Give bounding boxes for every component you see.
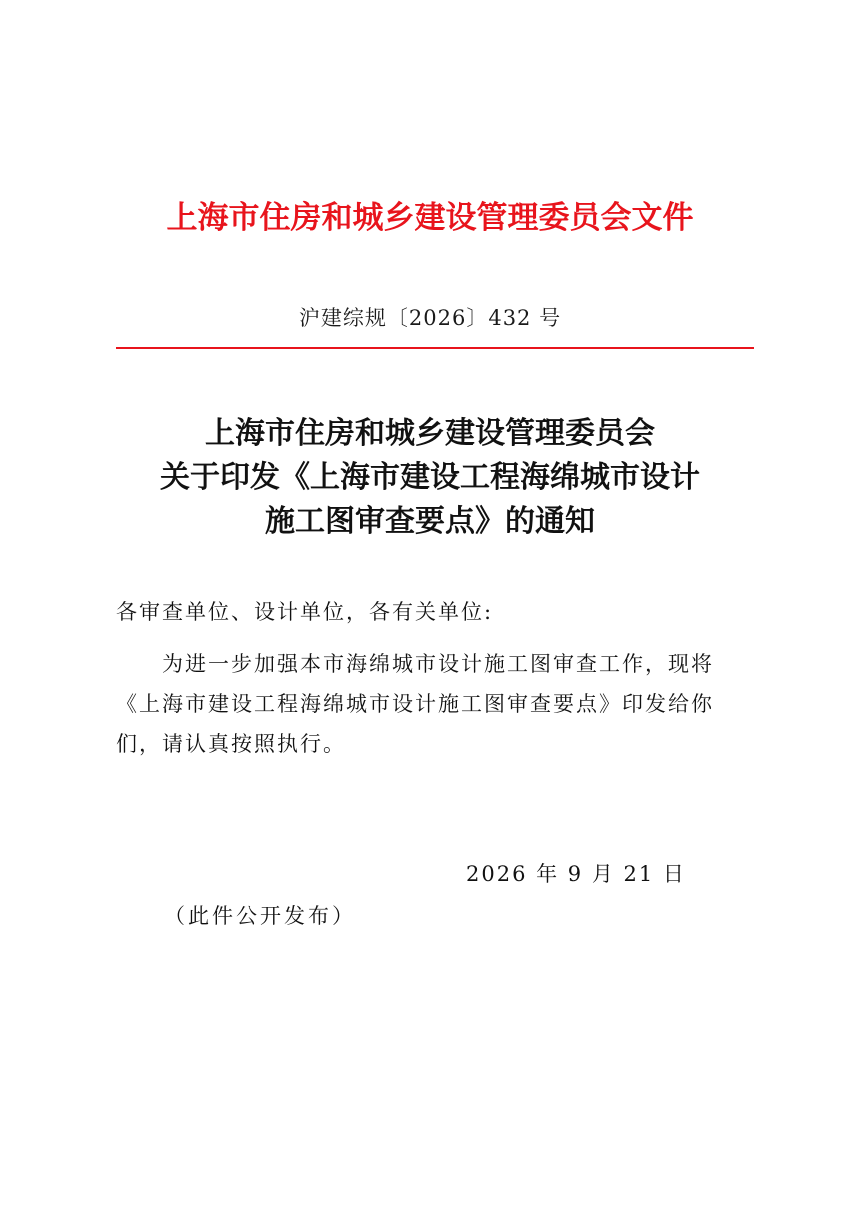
document-title — [0, 412, 860, 544]
body-line-2: 《上海市建设工程海绵城市设计施工图审查要点》印发给你 — [116, 692, 714, 716]
disclosure-note: （此件公开发布） — [164, 904, 356, 928]
title-line-2: 关于印发《上海市建设工程海绵城市设计 — [160, 460, 700, 495]
body-paragraph — [116, 644, 756, 764]
title-line-3: 施工图审查要点》的通知 — [265, 504, 595, 539]
document-number: 沪建综规〔2026〕432 号 — [298, 306, 562, 330]
body-line-3: 们，请认真按照执行。 — [116, 732, 346, 756]
issuing-organization-header: 上海市住房和城乡建设管理委员会文件 — [166, 200, 694, 236]
body-line-1: 为进一步加强本市海绵城市设计施工图审查工作，现将 — [162, 652, 714, 676]
title-line-1: 上海市住房和城乡建设管理委员会 — [205, 416, 655, 451]
addressee: 各审查单位、设计单位，各有关单位: — [116, 600, 494, 624]
red-divider-line — [116, 347, 754, 349]
issue-date: 2026 年 9 月 21 日 — [466, 862, 686, 886]
